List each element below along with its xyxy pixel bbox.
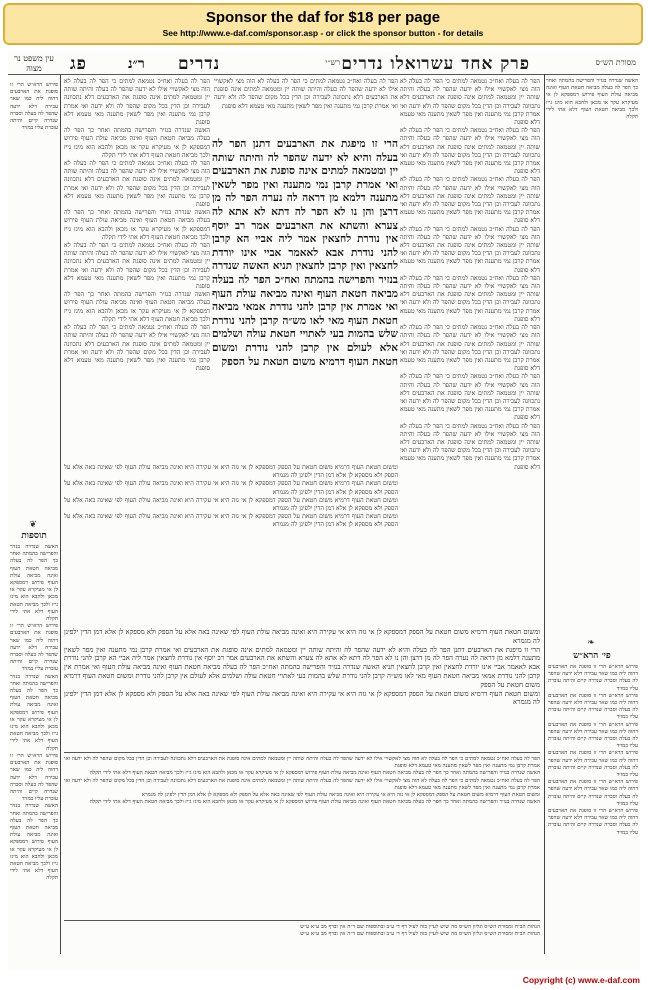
page-header <box>8 52 640 74</box>
rosh-column <box>548 664 638 954</box>
tosafot-text-3: הפר לה בעלה ואח״כ נטמאה למתים כי הפר לה בעלה לא הוה מצי לאקשויי אילו לא ידעה שהפר לה בעלה והיתה שותה יין ומטמאה למתים אינה סופגת את הארבעים דלא נתכוונה לעבירה וכן הדין בכל מקום שהפר לה ולא ידעה ואי אמרת קרבן נמי מתענה ואין מפר לשאין מתענה מאי טעמא דלא סופגת <box>64 160 210 209</box>
rashi-text-5: הפר לה בעלה ואח״כ נטמאה למתים כי הפר לה בעלה לא הוה מצי לאקשויי אילו לא ידעה שהפר לה בעלה והיתה שותה יין ומטמאה למתים אינה סופגת את הארבעים דלא נתכוונה לעבירה וכן הדין בכל מקום שהפר לה ולא ידעה ואי אמרת קרבן נמי מתענה ואין מפר לשאין מתענה מאי טעמא דלא סופגת <box>400 274 540 323</box>
rashi-text-6: הפר לה בעלה ואח״כ נטמאה למתים כי הפר לה בעלה לא הוה מצי לאקשויי אילו לא ידעה שהפר לה בעלה והיתה שותה יין ומטמאה למתים אינה סופגת את הארבעים דלא נתכוונה לעבירה וכן הדין בכל מקום שהפר לה ולא ידעה ואי אמרת קרבן נמי מתענה ואין מפר לשאין מתענה מאי טעמא דלא סופגת <box>400 324 540 373</box>
masoret-hashas-text: האשה שנדרה בנזיר והפרישה בהמתה ואחר כך הפר לה בעלה מביאה חטאת העוף ואינה מביאה עולת העוף פירוש דמספקא לן אי מעיקרא עקר או מכאן ולהבא הוא מיגז גייז ולכך מביאה חטאת העוף דלא אתי לידי תקלה <box>546 78 638 121</box>
bottom-text-3: הפר לה בעלה ואח״כ נטמאה למתים כי הפר לה בעלה לא הוה מצי לאקשויי אילו לא ידעה שהפר לה בעלה והיתה שותה יין ומטמאה למתים אינה סופגת את הארבעים דלא נתכוונה לעבירה וכן הדין בכל מקום שהפר לה ולא ידעה ואי אמרת קרבן נמי מתענה ואין מפר לשאין מתענה מאי טעמא דלא סופגת <box>64 777 540 791</box>
tractate-name: נדרים <box>178 54 221 74</box>
footnote-text-1: הגהות הב״ח ומסורת הש״ס וגליון הש״ס מה שיש לעיין בזה לעיל דף ד׳ ע״ב ובתוספות שם ד״ה אין ובדף מב ע״א ע״ש <box>300 924 540 930</box>
tosafot-text-2: האשה שנדרה בנזיר והפרישה בהמתה ואחר כך הפר לה בעלה מביאה חטאת העוף ואינה מביאה עולת העוף פירוש דמספקא לן אי מעיקרא עקר או מכאן ולהבא הוא מיגז גייז ולכך מביאה חטאת העוף דלא אתי לידי תקלה <box>64 127 210 159</box>
bottom-text-2: האשה שנדרה בנזיר והפרישה בהמתה ואחר כך הפר לה בעלה מביאה חטאת העוף ואינה מביאה עולת העוף פירוש דמספקא לן אי מעיקרא עקר או מכאן ולהבא הוא מיגז גייז ולכך מביאה חטאת העוף דלא אתי לידי תקלה <box>89 770 540 777</box>
left-tosafot-text-4: פירוש הרא״ש הרי זו סופגת את הארבעים דהוה ליה כמו שאר עבירה דלא ידעה שהפר לה בעלה וסברה שנדרה קיים והיתה עוברת עליו במזיד <box>10 752 58 803</box>
lower-text-4: ומשום חטאת העוף דרמיא משום חטאת על הספק דמספקא לן אי גזה היא אי עקירה היא ואינה מביאה עולת העוף לפי שאינה באה אלא על הספק ולא מספקא לן אלא דמן הדין ילפינן לה מגמרא <box>64 513 398 529</box>
lower-gemara-block <box>64 464 398 624</box>
rashi-text-3: הפר לה בעלה ואח״כ נטמאה למתים כי הפר לה בעלה לא הוה מצי לאקשויי אילו לא ידעה שהפר לה בעלה והיתה שותה יין ומטמאה למתים אינה סופגת את הארבעים דלא נתכוונה לעבירה וכן הדין בכל מקום שהפר לה ולא ידעה ואי אמרת קרבן נמי מתענה ואין מפר לשאין מתענה מאי טעמא דלא סופגת <box>400 176 540 225</box>
lower-text-1: ומשום חטאת העוף דרמיא משום חטאת על הספק דמספקא לן אי גזה היא אי עקירה היא ואינה מביאה עולת העוף לפי שאינה באה אלא על הספק ולא מספקא לן אלא דמן הדין ילפינן לה מגמרא <box>64 464 398 480</box>
rashi-text-1: הפר לה בעלה ואח״כ נטמאה למתים כי הפר לה בעלה לא הוה מצי לאקשויי אילו לא ידעה שהפר לה בעלה והיתה שותה יין ומטמאה למתים אינה סופגת את הארבעים דלא נתכוונה לעבירה וכן הדין בכל מקום שהפר לה ולא ידעה ואי אמרת קרבן נמי מתענה ואין מפר לשאין מתענה מאי טעמא דלא סופגת <box>400 78 540 127</box>
rosh-text-1: פירוש הרא״ש הרי זו סופגת את הארבעים דהוה ליה כמו שאר עבירה דלא ידעה שהפר לה בעלה וסברה שנדרה קיים והיתה עוברת עליו במזיד <box>548 664 638 692</box>
rashi-column <box>400 78 540 648</box>
left-tosafot-column <box>10 544 58 954</box>
perek-number: פרק אחד עשר <box>421 54 530 74</box>
gemara-main-text <box>212 138 398 460</box>
copyright-link[interactable]: Copyright (c) www.e-daf.com <box>522 975 640 985</box>
footnote-divider <box>64 920 540 921</box>
tosafot-text-7: הפר לה בעלה ואח״כ נטמאה למתים כי הפר לה בעלה לא הוה מצי לאקשויי אילו לא ידעה שהפר לה בעלה והיתה שותה יין ומטמאה למתים אינה סופגת את הארבעים דלא נתכוונה לעבירה וכן הדין בכל מקום שהפר לה ולא ידעה ואי אמרת קרבן נמי מתענה ואין מפר לשאין מתענה מאי טעמא דלא סופגת <box>64 324 210 373</box>
bottom-commentary-block <box>64 756 540 916</box>
tosafot-ornament: ❦ <box>29 520 39 530</box>
sponsor-title[interactable]: Sponsor the daf for $18 per page <box>205 9 441 26</box>
footnote-text-2: הגהות הב״ח ומסורת הש״ס וגליון הש״ס מה שיש לעיין בזה לעיל דף ד׳ ע״ב ובתוספות שם ד״ה אין ובדף מב ע״א ע״ש <box>300 931 540 938</box>
ein-mishpat-text: פירוש הרא״ש הרי זו סופגת את הארבעים דהוה ליה כמו שאר עבירה דלא ידעה שהפר לה בעלה וסברה שנדרה קיים והיתה עוברת עליו במזיד <box>10 82 58 132</box>
rashi-text-8: הפר לה בעלה ואח״כ נטמאה למתים כי הפר לה בעלה לא הוה מצי לאקשויי אילו לא ידעה שהפר לה בעלה והיתה שותה יין ומטמאה למתים אינה סופגת את הארבעים דלא נתכוונה לעבירה וכן הדין בכל מקום שהפר לה ולא ידעה ואי אמרת קרבן נמי מתענה ואין מפר לשאין מתענה מאי טעמא דלא סופגת <box>400 422 540 471</box>
sponsor-banner[interactable] <box>3 3 643 45</box>
ein-mishpat-label: עין משפט נר מצוה <box>14 54 54 73</box>
lower-text-3: ומשום חטאת העוף דרמיא משום חטאת על הספק דמספקא לן אי גזה היא אי עקירה היא ואינה מביאה עולת העוף לפי שאינה באה אלא על הספק ולא מספקא לן אלא דמן הדין ילפינן לה מגמרא <box>64 496 398 513</box>
left-tosafot-text-1: האשה שנדרה בנזיר והפרישה בהמתה ואחר כך הפר לה בעלה מביאה חטאת העוף ואינה מביאה עולת העוף פירוש דמספקא לן אי מעיקרא עקר או מכאן ולהבא הוא מיגז גייז ולכך מביאה חטאת העוף דלא אתי לידי תקלה <box>10 544 58 623</box>
left-tosafot-text-2: פירוש הרא״ש הרי זו סופגת את הארבעים דהוה ליה כמו שאר עבירה דלא ידעה שהפר לה בעלה וסברה שנדרה קיים והיתה עוברת עליו במזיד <box>10 623 58 673</box>
folio-number: ר״נ <box>128 56 145 72</box>
right-margin-rule <box>544 74 545 954</box>
wide-commentary-block <box>64 628 540 748</box>
tosafot-text-6: האשה שנדרה בנזיר והפרישה בהמתה ואחר כך הפר לה בעלה מביאה חטאת העוף ואינה מביאה עולת העוף פירוש דמספקא לן אי מעיקרא עקר או מכאן ולהבא הוא מיגז גייז ולכך מביאה חטאת העוף דלא אתי לידי תקלה <box>64 291 210 323</box>
rosh-ornament: ❧ <box>587 638 597 648</box>
rosh-text-4: פירוש הרא״ש הרי זו סופגת את הארבעים דהוה ליה כמו שאר עבירה דלא ידעה שהפר לה בעלה וסברה שנדרה קיים והיתה עוברת עליו במזיד <box>548 750 638 779</box>
rosh-text-6: פירוש הרא״ש הרי זו סופגת את הארבעים דהוה ליה כמו שאר עבירה דלא ידעה שהפר לה בעלה וסברה שנדרה קיים והיתה עוברת עליו במזיד <box>548 808 638 836</box>
tosafot-text-1: הפר לה בעלה ואח״כ נטמאה למתים כי הפר לה בעלה לא הוה מצי לאקשויי אילו לא ידעה שהפר לה בעלה והיתה שותה יין ומטמאה למתים אינה סופגת את הארבעים דלא נתכוונה לעבירה וכן הדין בכל מקום שהפר לה ולא ידעה ואי אמרת קרבן נמי מתענה ואין מפר לשאין מתענה מאי טעמא דלא סופגת <box>64 78 210 127</box>
rosh-text-3: פירוש הרא״ש הרי זו סופגת את הארבעים דהוה ליה כמו שאר עבירה דלא ידעה שהפר לה בעלה וסברה שנדרה קיים והיתה עוברת עליו במזיד <box>548 721 638 750</box>
rosh-title: פי׳ הרא״ש <box>573 651 611 661</box>
masoret-hashas-column <box>546 78 638 308</box>
wide-text-1: ומשום חטאת העוף דרמיא משום חטאת על הספק דמספקא לן אי גזה היא אי עקירה היא ואינה מביאה עולת העוף לפי שאינה באה אלא על הספק ולא מספקא לן אלא דמן הדין ילפינן לה מגמרא <box>64 628 540 645</box>
gemara-text: הרי זו מיפגת את הארבעים דתנן הפר לה בעלה והיא לא ידעה שהפר לה והיתה שותה יין ומטמאה למתים אינה סופגת את הארבעים ואי אמרת קרבן נמי מתענה ואין מפר לשאין מתענה דלמא מן דראה לה נערה הפר לה מן דרצן והן נו לא הפר לה דתא לא אתא לה צערא והשתא את הארבעים אמר רב יוסף אין נודרת לחצאין אמר ליה אביי הא קרבן להני נודרת אבא לאאמר אביי אינו יורדת לחצאין ואין קרבן לחצאין תניא האשה שנדרה בנזיר והפרישה בהמתה ואח״כ הפר לה בעלה מביאה חטאת העוף ואינה מביאה עולת העוף ואי אמרת אין קרבן להני נודרת אמאי מביאה חטאת העוף מאי לאו מש״ה קרבן להני נודרת שלש בהמות בעי לאתויי חטאת עולה ושלמים אלא לעולם אין קרבן להני נודרת ומשום חטאת העוף דרמיא משום חטאת על הספק <box>212 138 398 368</box>
header-rule <box>8 74 640 75</box>
page-letter: פג <box>70 54 87 74</box>
left-tosafot-text-3: האשה שנדרה בנזיר והפרישה בהמתה ואחר כך הפר לה בעלה מביאה חטאת העוף ואינה מביאה עולת העוף פירוש דמספקא לן אי מעיקרא עקר או מכאן ולהבא הוא מיגז גייז ולכך מביאה חטאת העוף דלא אתי לידי תקלה <box>10 673 58 752</box>
rashi-text-4: הפר לה בעלה ואח״כ נטמאה למתים כי הפר לה בעלה לא הוה מצי לאקשויי אילו לא ידעה שהפר לה בעלה והיתה שותה יין ומטמאה למתים אינה סופגת את הארבעים דלא נתכוונה לעבירה וכן הדין בכל מקום שהפר לה ולא ידעה ואי אמרת קרבן נמי מתענה ואין מפר לשאין מתענה מאי טעמא דלא סופגת <box>400 225 540 274</box>
gemara-top-block <box>214 78 398 134</box>
bottom-text-1: הפר לה בעלה ואח״כ נטמאה למתים כי הפר לה בעלה לא הוה מצי לאקשויי אילו לא ידעה שהפר לה בעלה והיתה שותה יין ומטמאה למתים אינה סופגת את הארבעים דלא נתכוונה לעבירה וכן הדין בכל מקום שהפר לה ולא ידעה ואי אמרת קרבן נמי מתענה ואין מפר לשאין מתענה מאי טעמא דלא סופגת <box>64 756 540 770</box>
talmud-page <box>8 52 640 970</box>
rashi-text-7: הפר לה בעלה ואח״כ נטמאה למתים כי הפר לה בעלה לא הוה מצי לאקשויי אילו לא ידעה שהפר לה בעלה והיתה שותה יין ומטמאה למתים אינה סופגת את הארבעים דלא נתכוונה לעבירה וכן הדין בכל מקום שהפר לה ולא ידעה ואי אמרת קרבן נמי מתענה ואין מפר לשאין מתענה מאי טעמא דלא סופגת <box>400 373 540 422</box>
tosafot-title: תוספות <box>21 531 47 541</box>
left-tosafot-text-5: האשה שנדרה בנזיר והפרישה בהמתה ואחר כך הפר לה בעלה מביאה חטאת העוף ואינה מביאה עולת העוף פירוש דמספקא לן אי מעיקרא עקר או מכאן ולהבא הוא מיגז גייז ולכך מביאה חטאת העוף דלא אתי לידי תקלה <box>10 803 58 882</box>
chapter-name: ואלו נדרים <box>341 54 422 74</box>
sponsor-subtitle[interactable]: See http://www.e-daf.com/sponsor.asp - or click the sponsor button - for details <box>162 28 484 38</box>
ein-mishpat-column <box>10 82 58 232</box>
wide-text-3: ומשום חטאת העוף דרמיא משום חטאת על הספק דמספקא לן אי גזה היא אי עקירה היא ואינה מביאה עולת העוף לפי שאינה באה אלא על הספק ולא מספקא לן אלא דמן הדין ילפינן לה מגמרא <box>64 689 540 707</box>
lower-text-2: ומשום חטאת העוף דרמיא משום חטאת על הספק דמספקא לן אי גזה היא אי עקירה היא ואינה מביאה עולת העוף לפי שאינה באה אלא על הספק ולא מספקא לן אלא דמן הדין ילפינן לה מגמרא <box>64 480 398 496</box>
footnote-block <box>64 924 540 960</box>
rosh-text-5: פירוש הרא״ש הרי זו סופגת את הארבעים דהוה ליה כמו שאר עבירה דלא ידעה שהפר לה בעלה וסברה שנדרה קיים והיתה עוברת עליו במזיד <box>548 779 638 807</box>
gemara-top-text: הפר לה בעלה ואח״כ נטמאה למתים כי הפר לה בעלה לא הוה מצי לאקשויי אילו לא ידעה שהפר לה בעלה והיתה שותה יין ומטמאה למתים אינה סופגת את הארבעים דלא נתכוונה לעבירה וכן הדין בכל מקום שהפר לה ולא ידעה ואי אמרת קרבן נמי מתענה ואין מפר לשאין מתענה מאי טעמא דלא סופגת <box>214 78 398 110</box>
wide-text-2: הרי זו מיפגת את הארבעים דתנן הפר לה בעלה והיא לא ידעה שהפר לה והיתה שותה יין ומטמאה למתים אינה סופגת את הארבעים ואי אמרת קרבן נמי מתענה ואין מפר לשאין מתענה דלמא מן דראה לה נערה הפר לה מן דרצן והן נו לא הפר לה דתא לא אתא לה צערא והשתא את הארבעים אמר רב יוסף אין נודרת לחצאין אמר ליה אביי הא קרבן להני נודרת אבא לאאמר אביי אינו יורדת לחצאין ואין קרבן לחצאין תניא האשה שנדרה בנזיר והפרישה בהמתה ואח״כ הפר לה בעלה מביאה חטאת העוף ואינה מביאה עולת העוף ואי אמרת אין קרבן להני נודרת אמאי מביאה חטאת העוף מאי לאו מש״ה קרבן להני נודרת שלש בהמות בעי לאתויי חטאת עולה ושלמים אלא לעולם אין קרבן להני נודרת ומשום חטאת העוף דרמיא משום חטאת על הספק <box>64 645 540 689</box>
rashi-label: רש״י <box>325 58 340 67</box>
masoret-hashas-label: מסורת הש״ס <box>595 58 636 67</box>
bottom-text-5: האשה שנדרה בנזיר והפרישה בהמתה ואחר כך הפר לה בעלה מביאה חטאת העוף ואינה מביאה עולת העוף פירוש דמספקא לן אי מעיקרא עקר או מכאן ולהבא הוא מיגז גייז ולכך מביאה חטאת העוף דלא אתי לידי תקלה <box>89 799 540 806</box>
tosafot-text-5: הפר לה בעלה ואח״כ נטמאה למתים כי הפר לה בעלה לא הוה מצי לאקשויי אילו לא ידעה שהפר לה בעלה והיתה שותה יין ומטמאה למתים אינה סופגת את הארבעים דלא נתכוונה לעבירה וכן הדין בכל מקום שהפר לה ולא ידעה ואי אמרת קרבן נמי מתענה ואין מפר לשאין מתענה מאי טעמא דלא סופגת <box>64 242 210 291</box>
commentary-divider <box>64 752 540 753</box>
bottom-text-4: ומשום חטאת העוף דרמיא משום חטאת על הספק דמספקא לן אי גזה היא אי עקירה היא ואינה מביאה עולת העוף לפי שאינה באה אלא על הספק ולא מספקא לן אלא דמן הדין ילפינן לה מגמרא <box>141 792 540 799</box>
left-margin-rule <box>60 74 61 954</box>
rosh-text-2: פירוש הרא״ש הרי זו סופגת את הארבעים דהוה ליה כמו שאר עבירה דלא ידעה שהפר לה בעלה וסברה שנדרה קיים והיתה עוברת עליו במזיד <box>548 692 638 721</box>
rashi-text-2: הפר לה בעלה ואח״כ נטמאה למתים כי הפר לה בעלה לא הוה מצי לאקשויי אילו לא ידעה שהפר לה בעלה והיתה שותה יין ומטמאה למתים אינה סופגת את הארבעים דלא נתכוונה לעבירה וכן הדין בכל מקום שהפר לה ולא ידעה ואי אמרת קרבן נמי מתענה ואין מפר לשאין מתענה מאי טעמא דלא סופגת <box>400 127 540 176</box>
tosafot-text-4: האשה שנדרה בנזיר והפרישה בהמתה ואחר כך הפר לה בעלה מביאה חטאת העוף ואינה מביאה עולת העוף פירוש דמספקא לן אי מעיקרא עקר או מכאן ולהבא הוא מיגז גייז ולכך מביאה חטאת העוף דלא אתי לידי תקלה <box>64 209 210 241</box>
